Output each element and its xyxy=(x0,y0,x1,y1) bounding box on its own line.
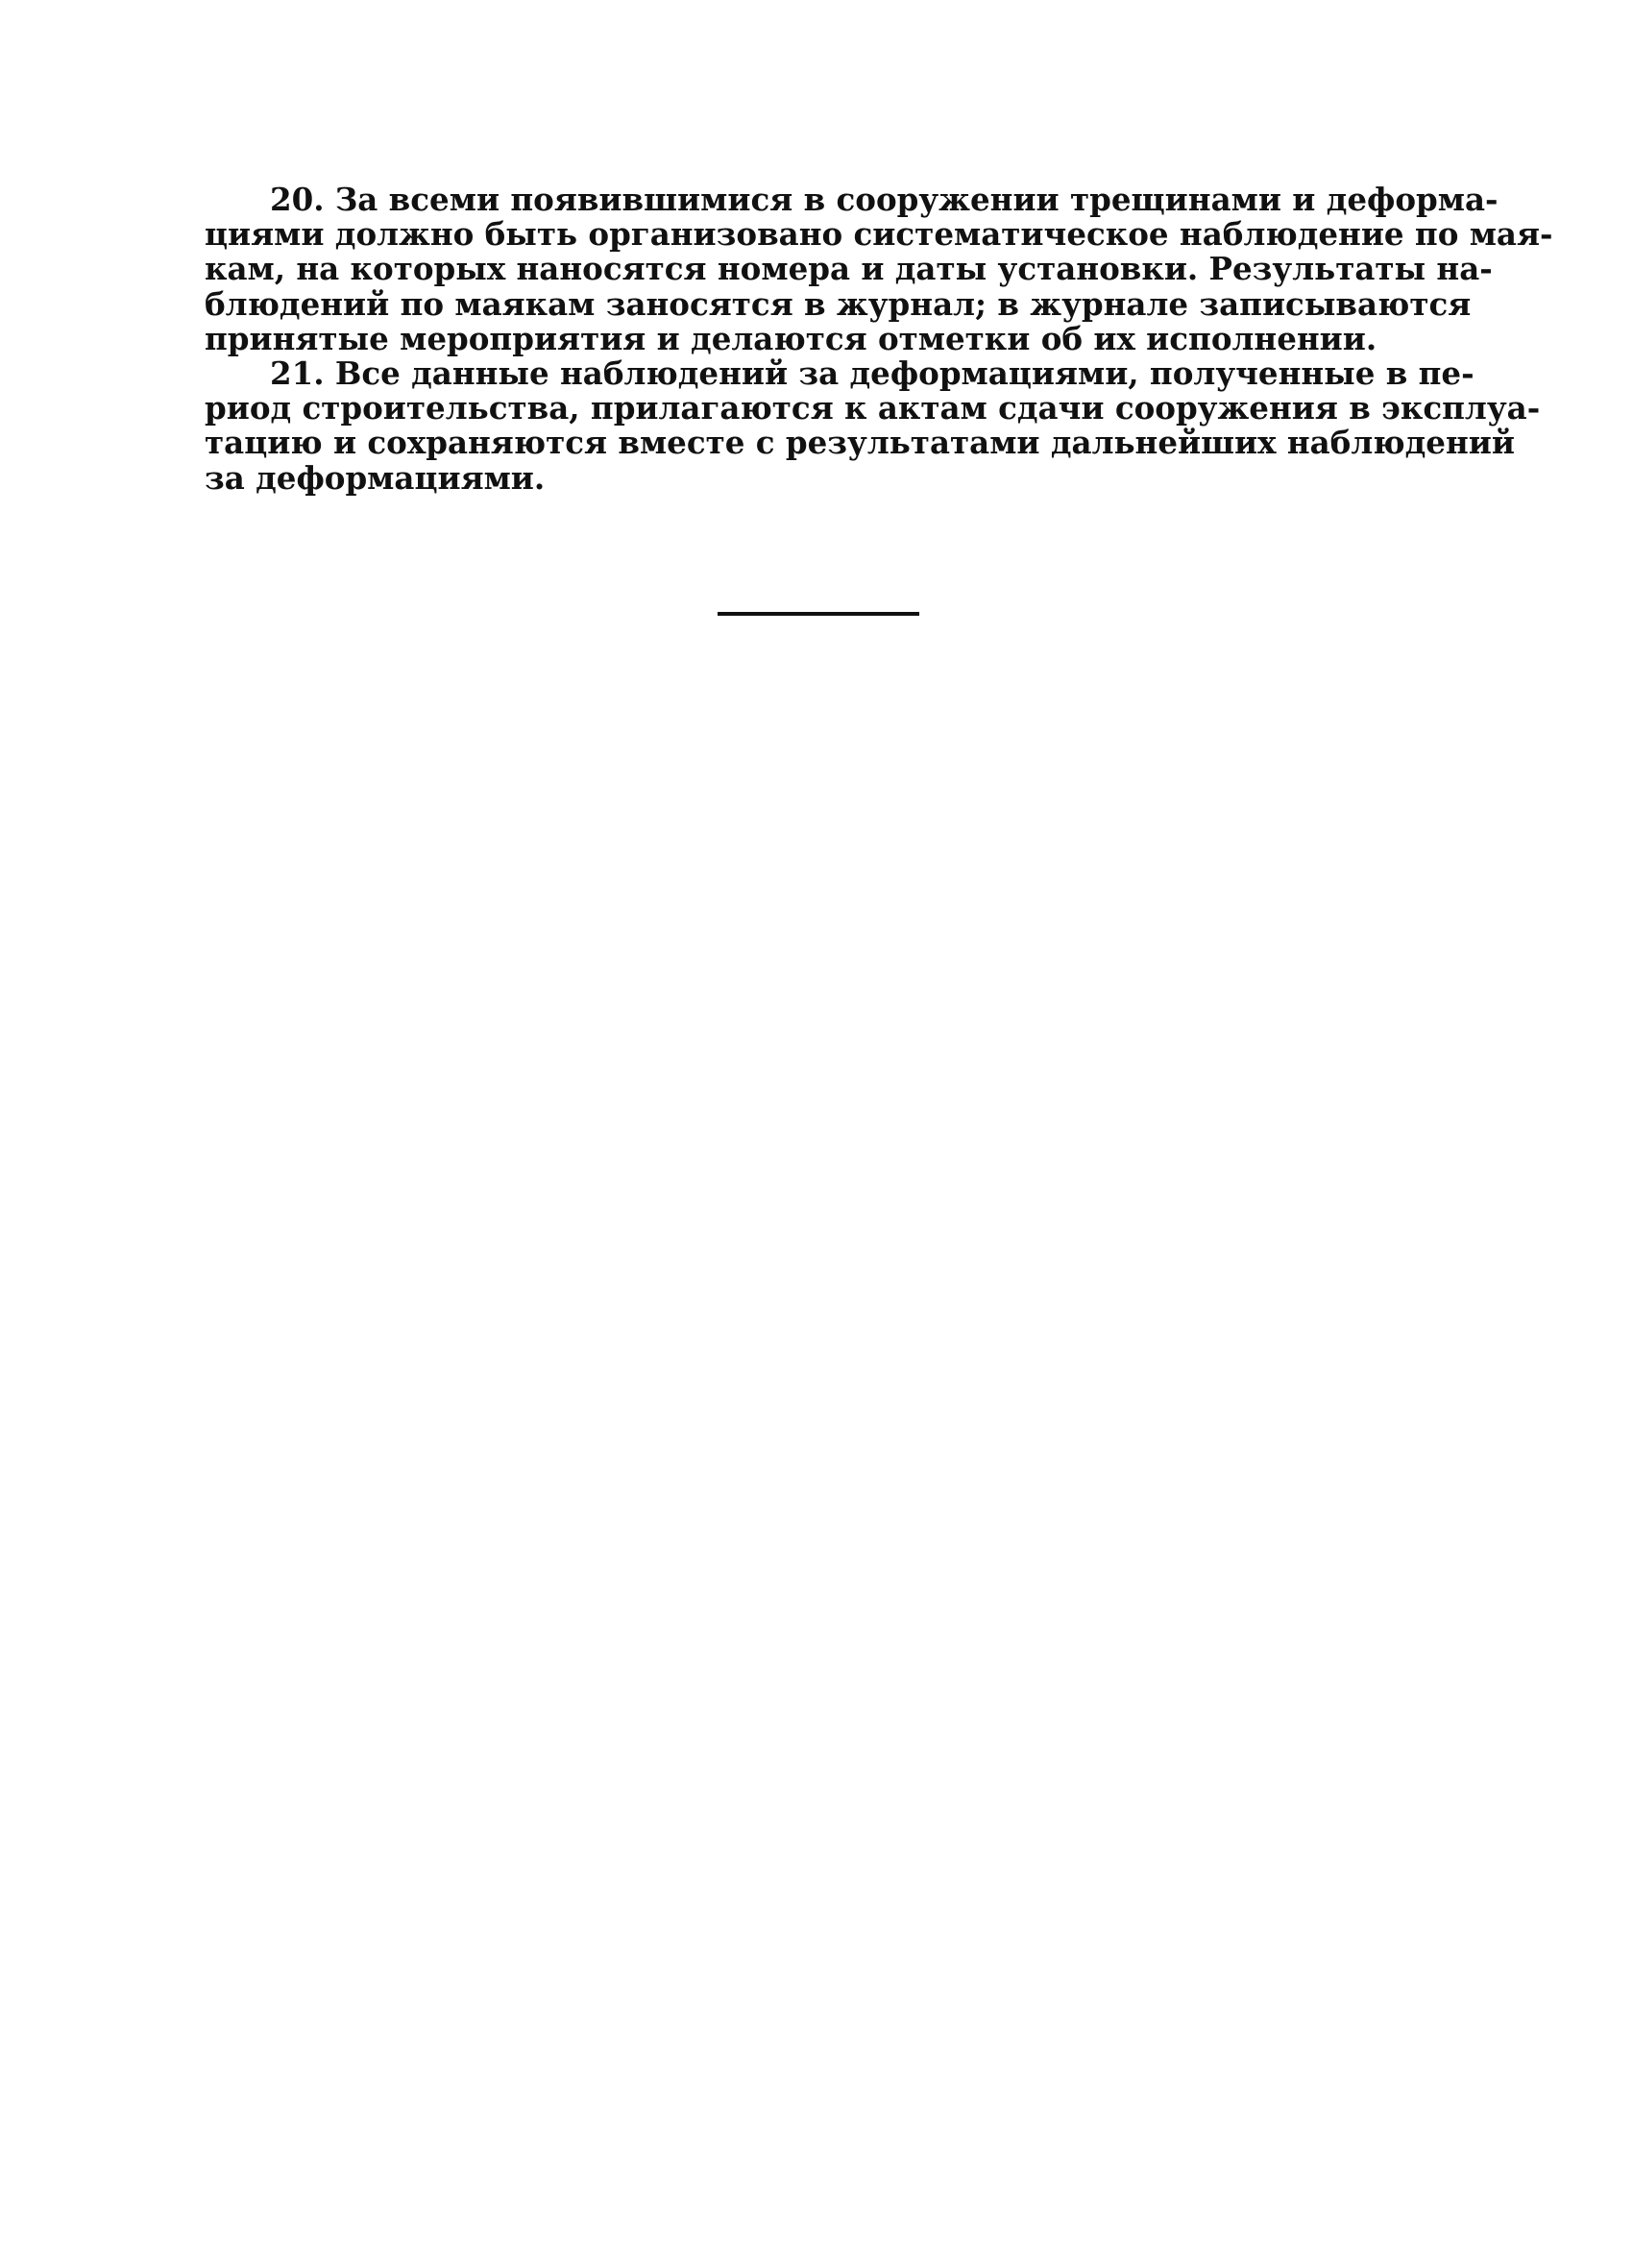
paragraph-line: риод строительства, прилагаются к актам сдачи сооружения в эксплуа- xyxy=(205,389,1541,427)
section-divider xyxy=(718,612,919,616)
paragraph-line: принятые мероприятия и делаются отметки об их исполнении. xyxy=(205,319,1377,357)
paragraph-line: циями должно быть организовано систематическое наблюдение по мая- xyxy=(205,215,1553,254)
paragraph-21 xyxy=(205,354,1541,497)
paragraph-20 xyxy=(205,181,1553,357)
paragraph-line: тацию и сохраняются вместе с результатами дальнейших наблюдений xyxy=(205,424,1515,462)
paragraph-line: блюдений по маякам заносятся в журнал; в журнале записываются xyxy=(205,284,1472,323)
paragraph-line: 20. За всеми появившимися в сооружении трещинами и деформа- xyxy=(270,181,1499,218)
body-text xyxy=(205,181,1553,497)
paragraph-line: за деформациями. xyxy=(205,458,546,497)
paragraph-line: кам, на которых наносятся номера и даты установки. Результаты на- xyxy=(205,250,1493,288)
paragraph-line: 21. Все данные наблюдений за деформациями, полученные в пе- xyxy=(270,354,1475,393)
